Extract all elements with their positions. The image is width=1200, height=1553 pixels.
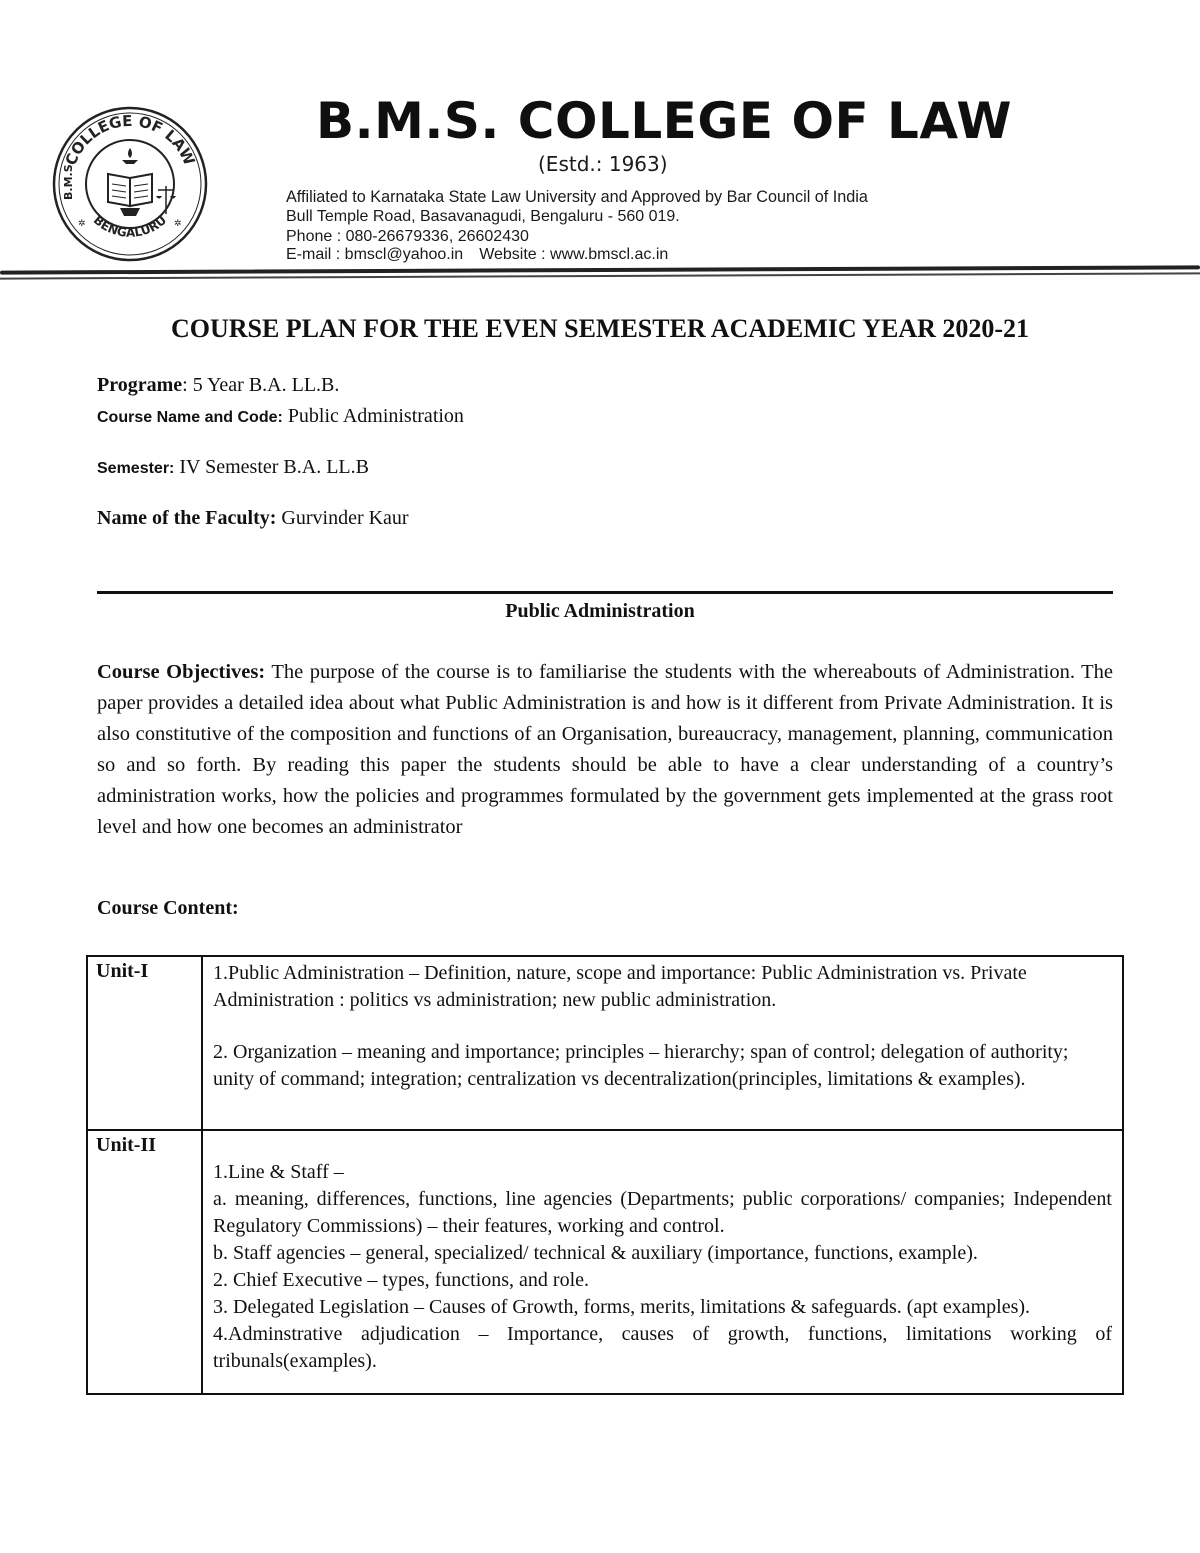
table-row <box>87 956 1123 1130</box>
section-divider <box>97 591 1113 594</box>
course-row <box>97 405 464 428</box>
seal-text-top: COLLEGE OF LAW <box>61 111 199 168</box>
star-icon: ✲ <box>174 218 182 228</box>
scales-icon <box>156 186 176 214</box>
unit-line: 4.Adminstrative adjudication – Importance, causes of growth, functions, limitations working of tribunals(examples). <box>213 1323 1112 1372</box>
unit-line: b. Staff agencies – general, specialized/ technical & auxiliary (importance, functions, example). <box>213 1242 978 1264</box>
college-name: B.M.S. COLLEGE OF LAW <box>316 92 1012 150</box>
course-value: Public Administration <box>282 405 464 427</box>
course-objectives <box>97 657 1113 843</box>
unit-line: a. meaning, differences, functions, line agencies (Departments; public corporations/ companies; Independent Regulatory Commissions) – their features, working and control. <box>213 1188 1112 1237</box>
unit-line: 2. Chief Executive – types, functions, and role. <box>213 1269 590 1291</box>
unit-content <box>202 956 1123 1130</box>
website-text: Website : www.bmscl.ac.in <box>479 246 669 263</box>
address-line: Bull Temple Road, Basavanagudi, Bengaluru - 560 019. <box>286 208 680 225</box>
faculty-value: Gurvinder Kaur <box>276 507 409 529</box>
star-icon: ✲ <box>78 218 86 228</box>
semester-label: Semester: <box>97 460 175 477</box>
svg-text:BENGALURU <box>91 213 169 240</box>
programme-row <box>97 374 339 397</box>
college-seal <box>50 104 210 264</box>
contact-line <box>286 246 668 264</box>
book-icon <box>108 174 152 216</box>
established-year: (Estd.: 1963) <box>538 152 668 176</box>
section-title: Public Administration <box>505 600 695 622</box>
unit-paragraph: 2. Organization – meaning and importance; principles – hierarchy; span of control; delegation of authority; unity of command; integration; centralization vs decentralization(principles, limitations & examples). <box>213 1041 1069 1090</box>
objectives-text: The purpose of the course is to familiarise the students with the whereabouts of Administration. The paper provides a detailed idea about what Public Administration is and how is it different from Private Administration. It is also constitutive of the composition and functions of an Organisation, bureaucracy, management, planning, communication so and so forth. By reading this paper the students should be able to have a clear understanding of a country’s administration works, how the policies and programmes formulated by the government gets implemented at the grass root level and how one becomes an administrator <box>97 661 1113 838</box>
objectives-label: Course Objectives: <box>97 661 266 683</box>
semester-row <box>97 456 369 479</box>
phone-line: Phone : 080-26679336, 26602430 <box>286 228 529 245</box>
unit-paragraph: 1.Public Administration – Definition, nature, scope and importance: Public Administration vs. Private Administration : politics vs administration; new public administration. <box>213 962 1027 1011</box>
course-content-label: Course Content: <box>97 897 239 919</box>
seal-text-left: B.M.S. <box>62 160 75 200</box>
unit-name: Unit-II <box>87 1130 202 1394</box>
table-row <box>87 1130 1123 1394</box>
seal-text-bottom: BENGALURU <box>90 212 170 240</box>
email-text: E-mail : bmscl@yahoo.in <box>286 246 464 263</box>
programme-label: Programe <box>97 374 183 396</box>
unit-content <box>202 1130 1123 1394</box>
course-content-table <box>86 955 1124 1395</box>
unit-line: 1.Line & Staff – <box>213 1161 344 1183</box>
course-label: Course Name and Code: <box>97 409 283 426</box>
unit-line: 3. Delegated Legislation – Causes of Growth, forms, merits, limitations & safeguards. (apt examples). <box>213 1296 1031 1318</box>
affiliation-line: Affiliated to Karnataka State Law University and Approved by Bar Council of India <box>286 188 868 206</box>
unit-name: Unit-I <box>87 956 202 1130</box>
faculty-row <box>97 507 409 530</box>
faculty-label: Name of the Faculty: <box>97 507 277 529</box>
lamp-icon <box>122 148 138 164</box>
programme-value: : 5 Year B.A. LL.B. <box>182 374 340 396</box>
semester-value: IV Semester B.A. LL.B <box>174 456 369 478</box>
page-title: COURSE PLAN FOR THE EVEN SEMESTER ACADEMIC YEAR 2020-21 <box>170 314 1030 343</box>
